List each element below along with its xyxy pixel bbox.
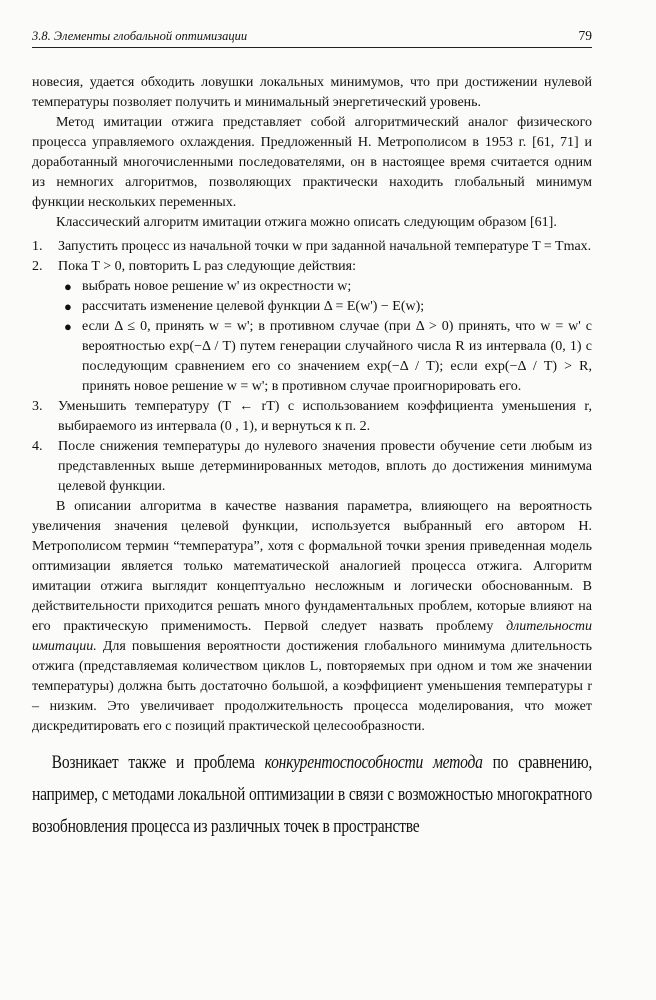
paragraph-5-emphasis: конкурентоспособности метода [264, 752, 483, 773]
step-number: 1. [32, 239, 43, 254]
paragraph-4-text-a: В описании алгоритма в качестве названия параметра, влияющего на вероятность увеличения значения целевой функции, используется выбранный его автором Н. Метрополисом термин “температура”, хотя с формальной точки зрения приведенная модель оптимизации является только математической аналогией процесса отжига. Алгоритм имитации отжига выглядит концептуально несложным и логически обоснованным. В действительности приходится решать много фундаментальных проблем, которые влияют на его практическую применимость. Первой следует назвать проблему [32, 499, 592, 634]
paragraph-2: Метод имитации отжига представляет собой алгоритмический аналог физического процесса управляемого охлаждения. Предложенный Н. Метрополисом в 1953 г. [61, 71] и доработанный многочисленными последователями, он в настоящее время считается одним из немногих алгоритмов, позволяющих практически находить глобальный минимум функции нескольких переменных. [32, 115, 592, 210]
step-item [32, 437, 592, 497]
paragraph-3: Классический алгоритм имитации отжига можно описать следующим образом [61]. [56, 215, 557, 230]
step-text: Запустить процесс из начальной точки w при заданной начальной температуре T = Tmax. [58, 239, 592, 254]
substep-text: рассчитать изменение целевой функции Δ = E(w') − E(w); [82, 299, 425, 314]
step-text: Пока T > 0, повторить L раз следующие действия: [58, 259, 356, 274]
bullet-icon: ● [64, 319, 72, 334]
substep-text: выбрать новое решение w' из окрестности w; [82, 279, 352, 294]
running-title: 3.8. Элементы глобальной оптимизации [32, 29, 248, 43]
step-text: Уменьшить температуру (T ← rT) с использованием коэффициента уменьшения r, выбираемого из интервала (0 , 1), и вернуться к п. 2. [58, 399, 592, 434]
paragraph-4 [32, 497, 592, 737]
paragraph-4-emphasis: длительности имитации. [32, 619, 593, 654]
substep-item [58, 297, 592, 317]
page-header [32, 28, 592, 48]
bullet-icon: ● [64, 299, 72, 314]
substep-item [58, 277, 592, 297]
paragraph-4-text-b: Для повышения вероятности достижения глобального минимума длительность отжига (представляемая количеством циклов L, повторяемых при одном и том же значении температуры) должна быть достаточно большой, а коэффициент уменьшения температуры r – низким. Это увеличивает продолжительность процесса моделирования, что может дискредитировать его с позиций практической целесообразности. [32, 639, 593, 734]
step-number: 3. [32, 399, 43, 414]
paragraph-5-text-b: по сравнению, например, с методами локальной оптимизации в связи с возможностью многократного возобновления процесса из различных точек в пространстве [32, 752, 593, 837]
page-body [32, 73, 592, 737]
step-text: После снижения температуры до нулевого значения провести обучение сети любым из представленных выше детерминированных методов, вплоть до достижения минимума целевой функции. [58, 439, 592, 494]
algorithm-steps [32, 237, 592, 497]
step-item [32, 237, 592, 257]
paragraph-1: новесия, удается обходить ловушки локальных минимумов, что при достижении нулевой температуры позволяет получить и минимальный энергетический уровень. [32, 75, 592, 110]
page [32, 28, 592, 843]
step-number: 4. [32, 439, 43, 454]
substep-list [58, 277, 592, 397]
bullet-icon: ● [64, 279, 72, 294]
paragraph-5 [32, 747, 592, 843]
step-item [32, 257, 592, 397]
substep-item [58, 317, 592, 397]
large-print-section [32, 747, 592, 843]
paragraph-5-text-a: Возникает также и проблема [51, 752, 255, 773]
step-number: 2. [32, 259, 43, 274]
step-item [32, 397, 592, 437]
substep-text: если Δ ≤ 0, принять w = w'; в противном случае (при Δ > 0) принять, что w = w' с вероятностью exp(−Δ / T) путем генерации случайного числа R из интервала (0, 1) с последующим сравнением его со значением exp(−Δ / T); если exp(−Δ / T) > R, принять новое решение w = w'; в противном случае проигнорировать его. [82, 319, 592, 394]
page-number: 79 [578, 28, 592, 43]
